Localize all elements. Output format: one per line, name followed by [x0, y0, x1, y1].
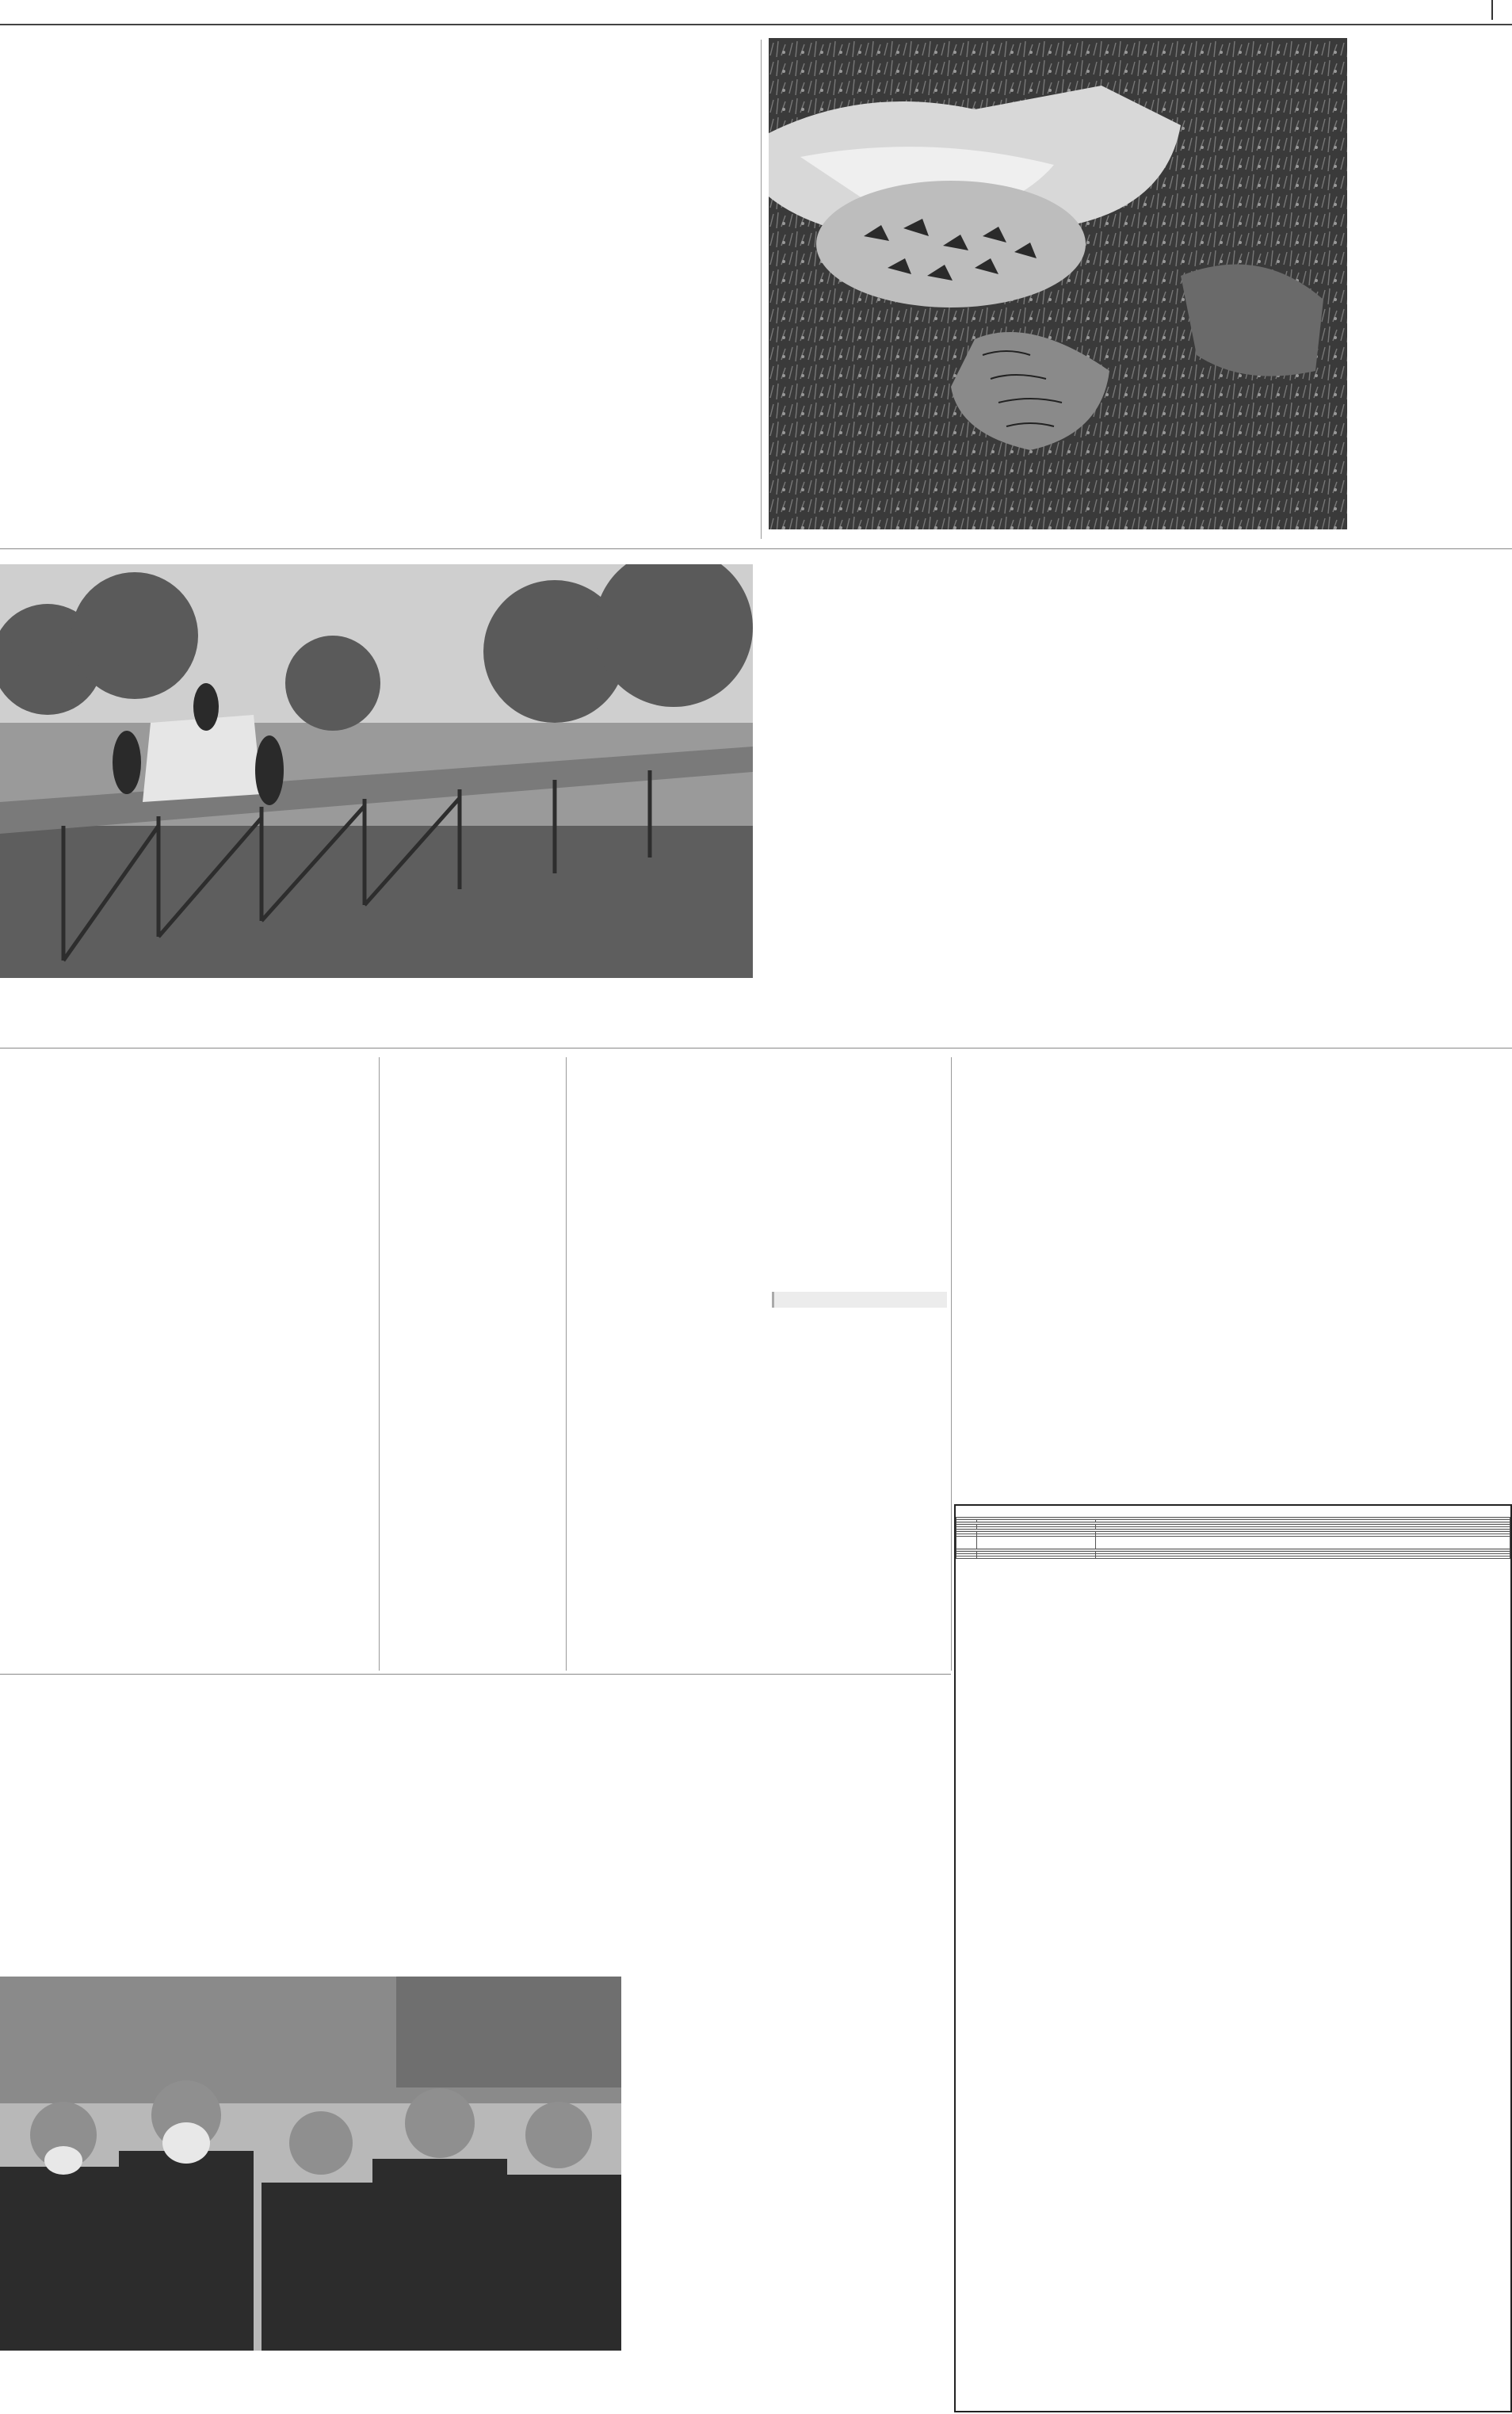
table-row	[956, 1556, 1510, 1559]
madrasa-body	[0, 1211, 369, 1671]
page-number	[1491, 0, 1501, 20]
paper-brand-and-page	[1483, 0, 1501, 21]
row-number	[956, 1556, 977, 1559]
row-number	[956, 1537, 977, 1549]
section-rule	[0, 1674, 951, 1675]
row-label	[977, 1556, 1096, 1559]
masthead-rule	[0, 24, 1512, 25]
cops-column-1	[0, 1837, 304, 1970]
column-divider	[761, 40, 762, 539]
stalker-side	[572, 1281, 764, 1471]
eoi-advertisement	[954, 1504, 1512, 2412]
column-divider	[379, 1057, 380, 1671]
column-divider	[566, 1057, 567, 1671]
honey-column-2	[252, 152, 494, 539]
stalker-pullquote	[772, 1292, 947, 1308]
row-label	[977, 1537, 1096, 1549]
section-rule	[0, 548, 1512, 549]
bridge-column-1	[766, 697, 1003, 1030]
abducted-body	[385, 1211, 559, 1671]
bridge-photo	[0, 564, 753, 978]
cops-column-3	[634, 1820, 938, 2408]
honey-column-3	[509, 152, 746, 539]
stalker-tail	[572, 1474, 946, 1671]
elderly-column-1	[954, 1225, 1236, 1495]
row-value	[1096, 1556, 1510, 1559]
elderly-column-2	[1239, 1197, 1509, 1498]
ad-memo-row	[956, 1511, 1510, 1514]
eoi-table	[956, 1517, 1510, 1559]
bridge-column-2	[1019, 680, 1257, 1030]
table-row	[956, 1537, 1510, 1549]
bridge-column-3	[1271, 680, 1509, 1030]
pangolin-photo	[769, 38, 1347, 529]
row-value	[1096, 1537, 1510, 1549]
honey-column-1	[0, 166, 238, 539]
column-divider	[951, 1057, 952, 1671]
stalker-lead	[572, 1220, 946, 1279]
abducted-byline	[387, 1170, 561, 1183]
cops-column-2	[314, 1820, 618, 1970]
cops-photo	[0, 1977, 621, 2351]
